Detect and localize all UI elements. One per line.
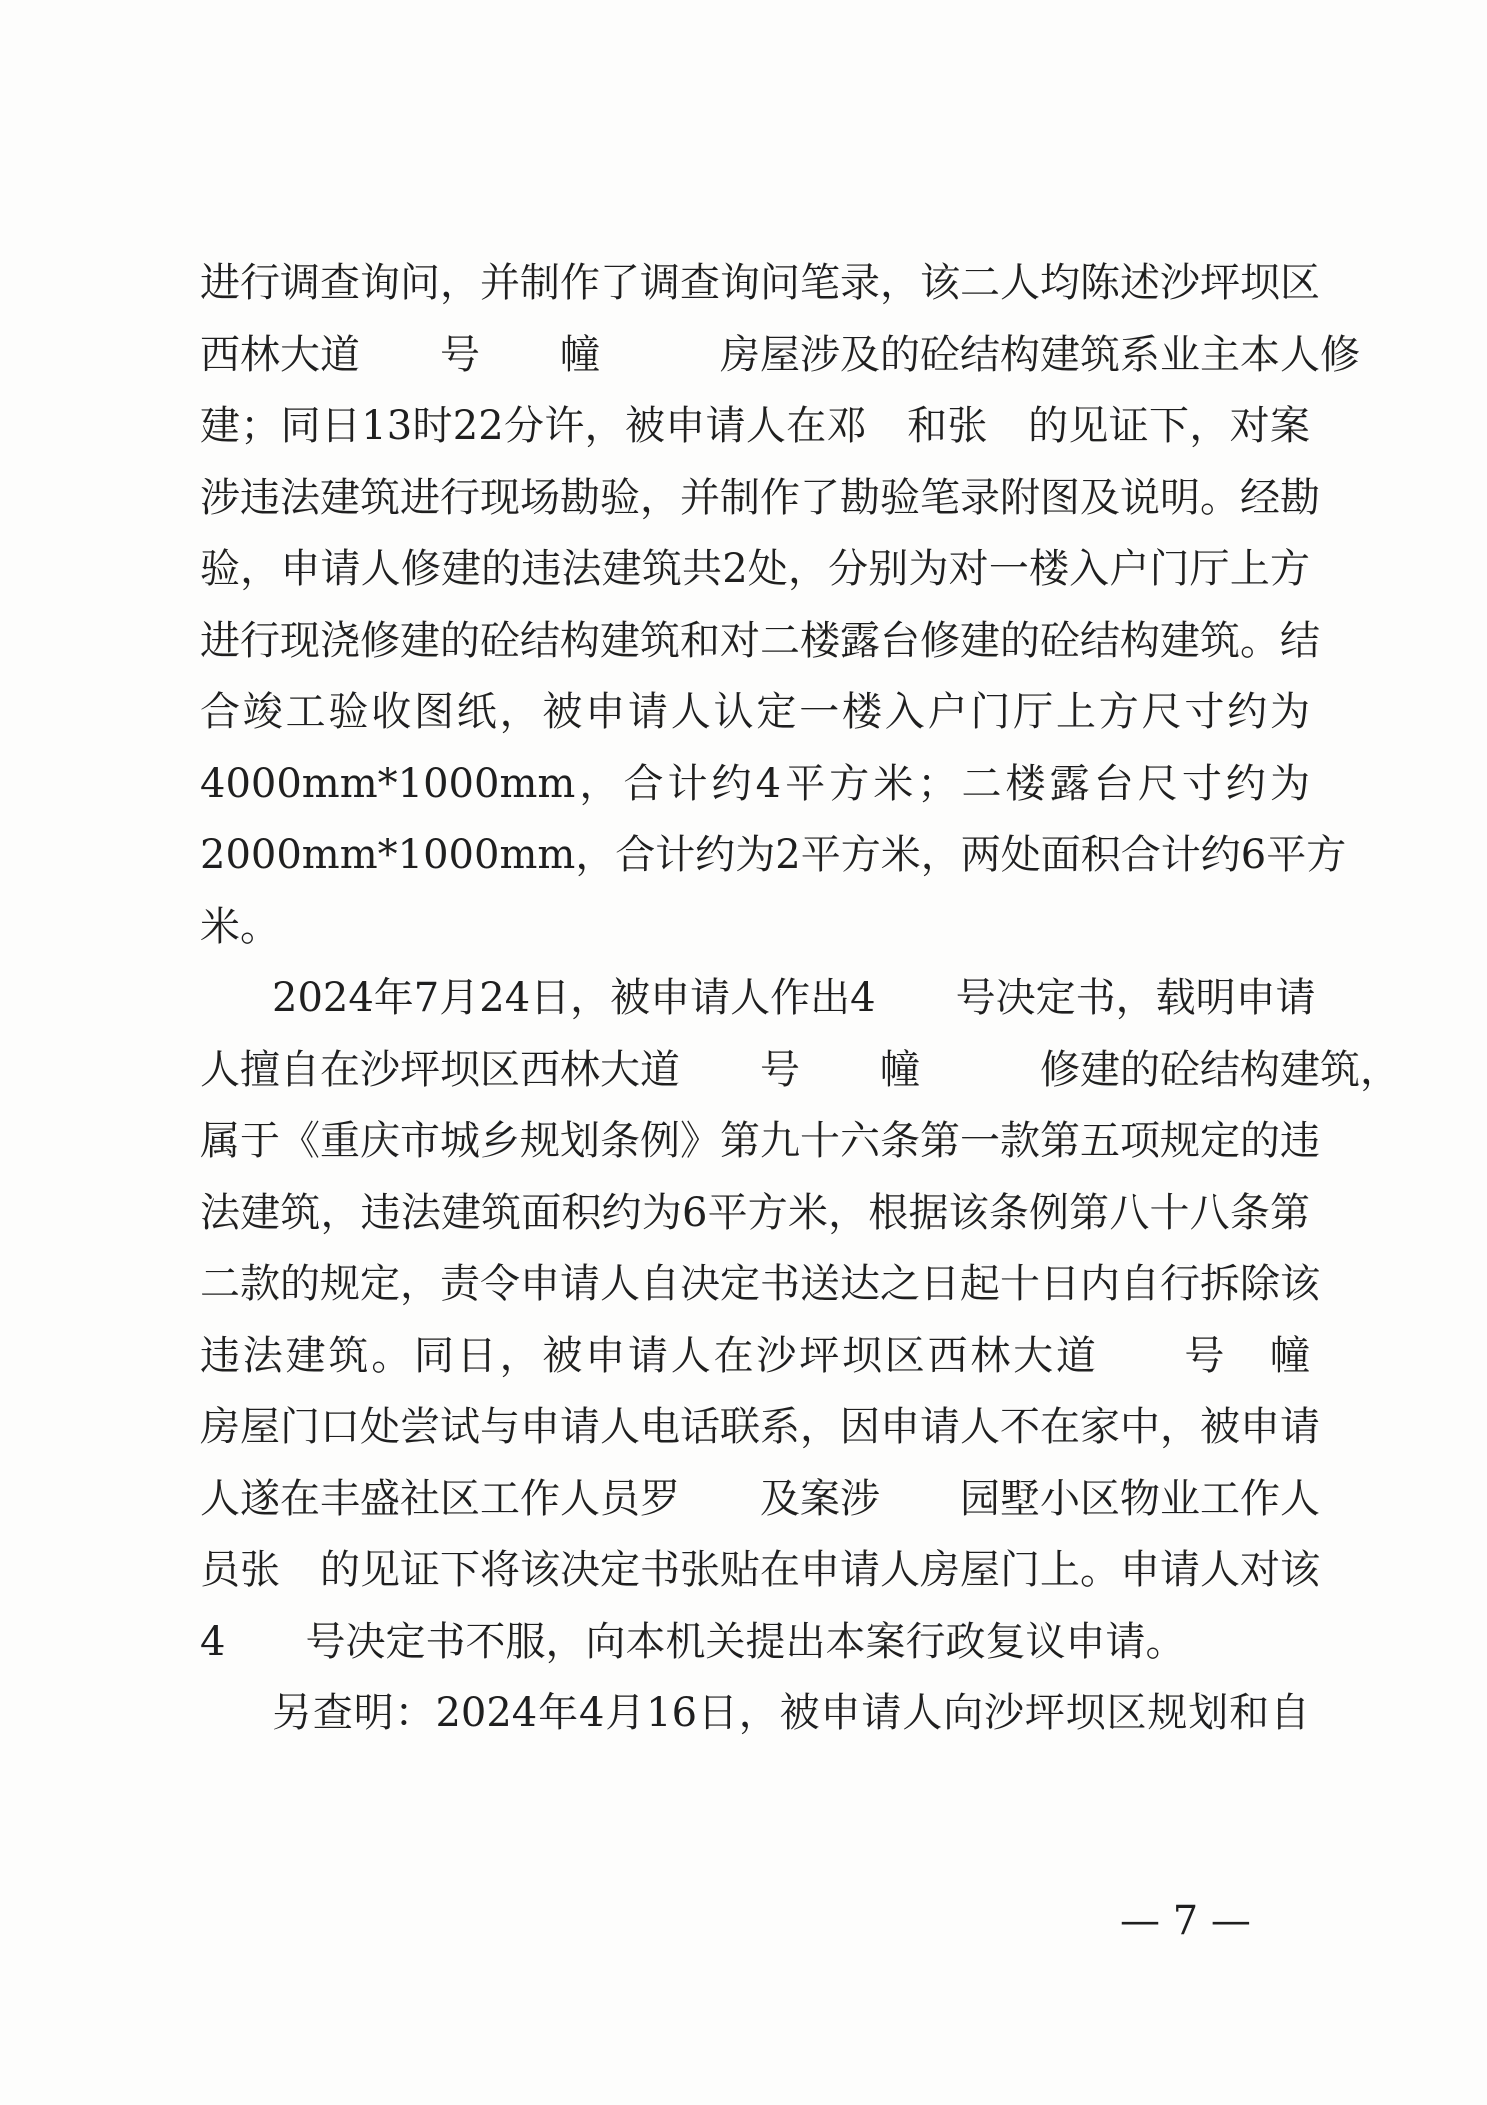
- text-line: 属于《重庆市城乡规划条例》第九十六条第一款第五项规定的违: [200, 1118, 1320, 1164]
- text-line: 另查明：2024年4月16日，被申请人向沙坪坝区规划和自: [272, 1690, 1310, 1736]
- text-line: 员张 的见证下将该决定书张贴在申请人房屋门上。申请人对该: [200, 1547, 1320, 1593]
- text-line: 米。: [200, 903, 280, 950]
- text-line: 人擅自在沙坪坝区西林大道 号 幢 修建的砼结构建筑，: [200, 1046, 1400, 1093]
- text-line: 法建筑，违法建筑面积约为6平方米，根据该条例第八十八条第: [200, 1189, 1310, 1236]
- text-line: 进行调查询问，并制作了调查询问笔录，该二人均陈述沙坪坝区: [200, 260, 1320, 306]
- text-line: 建；同日13时22分许，被申请人在邓 和张 的见证下，对案: [200, 403, 1310, 449]
- text-line: 4000mm*1000mm，合计约4平方米；二楼露台尺寸约为: [200, 760, 1310, 807]
- text-line: 房屋门口处尝试与申请人电话联系，因申请人不在家中，被申请: [200, 1404, 1320, 1450]
- text-line: 进行现浇修建的砼结构建筑和对二楼露台修建的砼结构建筑。结: [200, 617, 1320, 664]
- text-line: 涉违法建筑进行现场勘验，并制作了勘验笔录附图及说明。经勘: [200, 474, 1320, 521]
- text-line: 2024年7月24日，被申请人作出4 号决定书，载明申请: [272, 975, 1316, 1021]
- text-line: 二款的规定，责令申请人自决定书送达之日起十日内自行拆除该: [200, 1261, 1320, 1307]
- text-line: 验，申请人修建的违法建筑共2处，分别为对一楼入户门厅上方: [200, 546, 1310, 592]
- document-body: [200, 248, 1400, 1750]
- page-number: — 7 —: [1120, 1898, 1251, 1944]
- text-line: 人遂在丰盛社区工作人员罗 及案涉 园墅小区物业工作人: [200, 1475, 1320, 1522]
- text-line: 西林大道 号 幢 房屋涉及的砼结构建筑系业主本人修: [200, 331, 1360, 378]
- text-line: 违法建筑。同日，被申请人在沙坪坝区西林大道 号 幢: [200, 1332, 1390, 1379]
- text-line: 2000mm*1000mm，合计约为2平方米，两处面积合计约6平方: [200, 832, 1347, 878]
- text-line: 合竣工验收图纸，被申请人认定一楼入户门厅上方尺寸约为: [200, 689, 1310, 735]
- text-line: 4 号决定书不服，向本机关提出本案行政复议申请。: [200, 1618, 1186, 1665]
